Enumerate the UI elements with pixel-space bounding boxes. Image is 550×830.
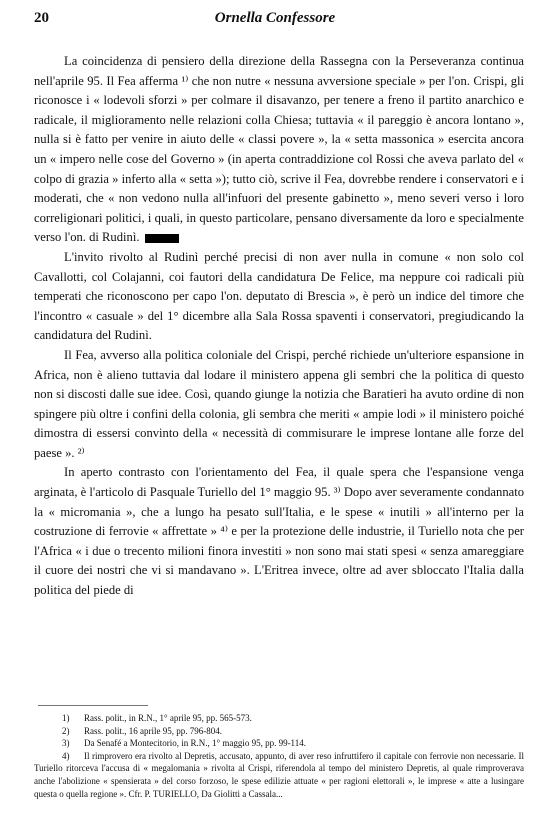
page-header [0, 10, 550, 30]
footnote-text: Il rimprovero era rivolto al Depretis, accusato, appunto, di aver reso infruttifero il capitale con ferrovie non necessarie. Il Turiello ritorceva l'accusa di « megalomania » rivolta al Crispi, riferendola al tempo del ministero Depretis, al quale rimproverava anche l'abolizione « spensierata » del corso forzoso, le spese edilizie attuate « per ragioni elettorali », le imprese « atte a lusingare questa o quella regione ». Cfr. P. TURIELLO, Da Giolitti a Cassala... [34, 750, 524, 799]
paragraph-text: La coincidenza di pensiero della direzione della Rassegna con la Perseveranza continua nell'aprile 95. Il Fea afferma ¹⁾ che non nutre « nessuna avversione speciale » per l'on. Crispi, gli riconosce i « lodevoli sforzi » per colmare il disavanzo, per tenere a freno il partito anarchico e radicale, il miglioramento nelle relazioni colla Chiesa; tuttavia « il pareggio è ancora lontano », nulla si è fatto per venire in aiuto delle « classi povere », la « setta massonica » esercita ancora un « impero nelle cose del Governo » (in aperta contraddizione col Rossi che aveva parlato del « colpo di grazia » inferto alla « setta »); tutto ciò, scrive il Fea, dovrebbe rendere i conservatori e i moderati, che « non vedono nulla all'infuori del presente gabinetto », meno severi verso i loro correligionari politici, i quali, in questo particolare, pensano diversamente da loro e specialmente verso l'on. di Rudinì. [34, 54, 524, 245]
footnote [34, 712, 524, 725]
footnote-number: 3) [62, 738, 70, 749]
paragraph: In aperto contrasto con l'orientamento del Fea, il quale spera che l'espansione venga arginata, è l'articolo di Pasquale Turiello del 1° maggio 95. ³⁾ Dopo aver severamente condannato la « micromania », che a lungo ha pesato sull'Italia, e le spese « inutili » all'interno per la costruzione di ferrovie « affrettate » ⁴⁾ e per la protezione delle industrie, il Turiello nota che per l'Africa « i due o trecento milioni finora investiti » non sono mai stati spesi « senza amareggiare il cuore dei nostri che vi si mandavano ». L'Eritrea invece, oltre ad aver sbloccato l'Italia dalla politica del piede di [34, 465, 524, 598]
footnote-rule [38, 705, 148, 706]
paragraph: Il Fea, avverso alla politica coloniale del Crispi, perché richiede un'ulteriore espansione in Africa, non è alieno tuttavia dal lodare il ministero appena gli sembri che la politica di questo non si discosti dalle sue idee. Così, quando giunge la notizia che Baratieri ha avuto ordine di non spingere più oltre i confini della colonia, gli sembra che meriti « ampie lodi » il ministero poiché dimostra di essersi convinto della « necessità di commisurare le imprese lontane alle forze del paese ». ²⁾ [34, 347, 524, 460]
footnote-number: 1) [62, 713, 70, 723]
paragraph: L'invito rivolto al Rudinì perché precisi di non aver nulla in comune « non solo col Cavallotti, col Colajanni, coi fautori della candidatura De Felice, ma neppure coi radicali più temperati che riconoscono per capo l'on. deputato di Brescia », è però un indice del timore che l'incontro « casuale » del 1° dicembre alla Sala Rossa spaventi i conservatori, pregiudicando la candidatura del Rudinì. [34, 249, 524, 343]
ink-smear [145, 234, 179, 243]
footnote-text: Rass. polit., 16 aprile 95, pp. 796-804. [84, 725, 222, 736]
footnote-text: Da Senafé a Montecitorio, in R.N., 1° maggio 95, pp. 99-114. [84, 738, 306, 749]
footnote-text: Rass. polit., in R.N., 1° aprile 95, pp. 565-573. [84, 713, 252, 723]
footnote-number: 2) [62, 725, 70, 736]
body-text [34, 52, 524, 601]
footnotes [34, 712, 524, 800]
footnote [34, 725, 524, 738]
page-number: 20 [34, 10, 49, 26]
paragraph [34, 52, 524, 248]
footnote-number: 4) [62, 750, 70, 761]
footnote [34, 750, 524, 800]
footnote [34, 737, 524, 750]
running-title: Ornella Confessore [214, 10, 336, 26]
